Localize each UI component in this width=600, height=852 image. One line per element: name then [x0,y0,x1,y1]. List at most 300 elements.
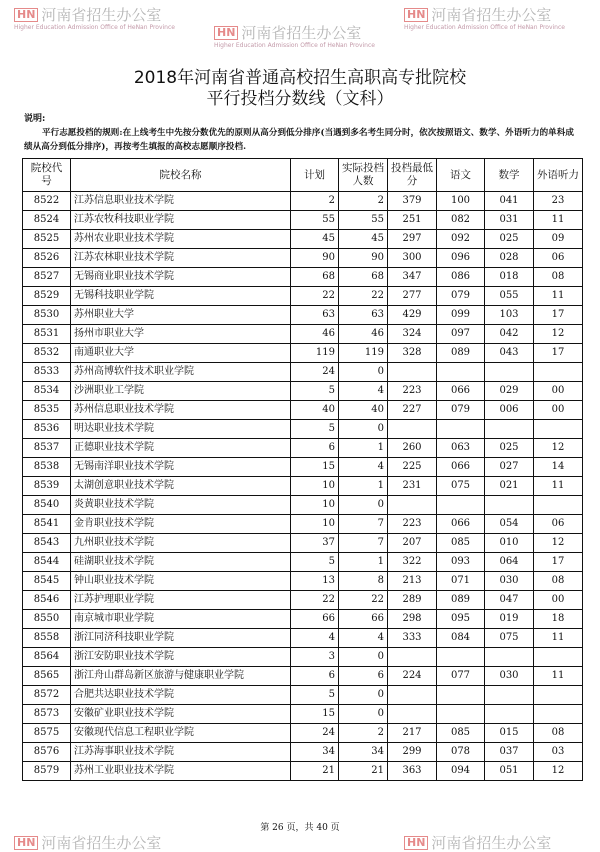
cell-english-listening-score: 11 [534,477,583,496]
cell-school-name: 无锡商业职业技术学院 [71,268,291,287]
cell-plan: 5 [291,553,339,572]
cell-school-code: 8544 [23,553,71,572]
cell-english-listening-score: 11 [534,211,583,230]
cell-math-score: 006 [485,401,534,420]
cell-school-code: 8529 [23,287,71,306]
table-row [23,211,583,230]
watermark [14,4,175,32]
watermark-english-text: Higher Education Admission Office of HeNan Province [404,23,565,31]
cell-min-score [388,363,437,382]
cell-min-score: 347 [388,268,437,287]
cell-school-code: 8531 [23,325,71,344]
cell-chinese-score: 089 [437,344,485,363]
cell-actual-admitted: 68 [339,268,388,287]
cell-min-score: 223 [388,382,437,401]
table-row [23,439,583,458]
cell-plan: 5 [291,382,339,401]
cell-min-score: 324 [388,325,437,344]
cell-actual-admitted: 7 [339,515,388,534]
document-title-line-1: 2018年河南省普通高校招生高职高专批院校 [133,68,467,88]
cell-english-listening-score: 00 [534,382,583,401]
cell-plan: 22 [291,591,339,610]
header-plan: 计划 [291,159,339,192]
cell-plan: 66 [291,610,339,629]
table-row [23,629,583,648]
cell-school-name: 太湖创意职业技术学院 [71,477,291,496]
table-row [23,724,583,743]
cell-school-name: 南京城市职业学院 [71,610,291,629]
cell-plan: 63 [291,306,339,325]
watermark-text: 河南省招生办公室 [241,23,362,42]
cell-actual-admitted: 119 [339,344,388,363]
cell-chinese-score: 085 [437,724,485,743]
cell-min-score: 322 [388,553,437,572]
cell-chinese-score: 084 [437,629,485,648]
cell-actual-admitted: 34 [339,743,388,762]
cell-actual-admitted: 4 [339,382,388,401]
cell-school-name: 无锡南洋职业技术学院 [71,458,291,477]
cell-actual-admitted: 40 [339,401,388,420]
cell-school-code: 8573 [23,705,71,724]
cell-actual-admitted: 2 [339,724,388,743]
cell-math-score: 043 [485,344,534,363]
cell-english-listening-score: 11 [534,667,583,686]
cell-plan: 68 [291,268,339,287]
table-row [23,534,583,553]
cell-chinese-score [437,648,485,667]
cell-chinese-score: 097 [437,325,485,344]
cell-english-listening-score: 23 [534,192,583,211]
cell-english-listening-score: 08 [534,572,583,591]
cell-actual-admitted: 1 [339,477,388,496]
watermark-english-text: Higher Education Admission Office of HeNan Province [214,41,375,49]
cell-actual-admitted: 0 [339,648,388,667]
cell-school-code: 8534 [23,382,71,401]
cell-plan: 15 [291,705,339,724]
cell-actual-admitted: 0 [339,496,388,515]
cell-min-score: 300 [388,249,437,268]
cell-school-code: 8539 [23,477,71,496]
table-row [23,230,583,249]
watermark-text: 河南省招生办公室 [431,833,552,852]
cell-math-score: 051 [485,762,534,781]
cell-plan: 3 [291,648,339,667]
cell-min-score [388,686,437,705]
cell-min-score: 298 [388,610,437,629]
cell-min-score: 429 [388,306,437,325]
table-row [23,287,583,306]
watermark-logo-icon: HN [404,8,428,22]
cell-school-name: 苏州信息职业技术学院 [71,401,291,420]
cell-actual-admitted: 4 [339,629,388,648]
cell-english-listening-score: 14 [534,458,583,477]
cell-math-score [485,648,534,667]
cell-school-name: 安徽矿业职业技术学院 [71,705,291,724]
cell-actual-admitted: 0 [339,686,388,705]
watermark [404,4,565,32]
cell-school-name: 硅湖职业技术学院 [71,553,291,572]
cell-min-score: 297 [388,230,437,249]
note-label: 说明: [24,114,46,124]
cell-english-listening-score [534,420,583,439]
table-row [23,306,583,325]
cell-min-score: 260 [388,439,437,458]
cell-actual-admitted: 22 [339,287,388,306]
cell-chinese-score: 066 [437,382,485,401]
cell-chinese-score: 066 [437,458,485,477]
cell-math-score: 029 [485,382,534,401]
cell-chinese-score: 099 [437,306,485,325]
cell-plan: 4 [291,629,339,648]
cell-min-score [388,420,437,439]
cell-school-code: 8533 [23,363,71,382]
watermark [14,832,161,852]
cell-school-code: 8525 [23,230,71,249]
cell-english-listening-score: 06 [534,515,583,534]
cell-plan: 55 [291,211,339,230]
cell-chinese-score: 066 [437,515,485,534]
cell-math-score [485,496,534,515]
cell-actual-admitted: 8 [339,572,388,591]
cell-actual-admitted: 7 [339,534,388,553]
cell-actual-admitted: 46 [339,325,388,344]
cell-school-code: 8522 [23,192,71,211]
cell-actual-admitted: 1 [339,553,388,572]
cell-math-score: 021 [485,477,534,496]
cell-plan: 6 [291,667,339,686]
cell-actual-admitted: 6 [339,667,388,686]
cell-school-code: 8550 [23,610,71,629]
cell-chinese-score: 096 [437,249,485,268]
cell-school-name: 无锡科技职业学院 [71,287,291,306]
cell-math-score: 018 [485,268,534,287]
cell-school-name: 江苏信息职业技术学院 [71,192,291,211]
cell-school-name: 苏州高博软件技术职业学院 [71,363,291,382]
cell-actual-admitted: 21 [339,762,388,781]
cell-school-code: 8579 [23,762,71,781]
cell-school-code: 8576 [23,743,71,762]
cell-min-score: 217 [388,724,437,743]
cell-chinese-score: 092 [437,230,485,249]
cell-english-listening-score: 18 [534,610,583,629]
cell-min-score: 227 [388,401,437,420]
cell-math-score: 037 [485,743,534,762]
cell-school-code: 8530 [23,306,71,325]
cell-plan: 21 [291,762,339,781]
cell-math-score: 030 [485,572,534,591]
table-row [23,648,583,667]
cell-min-score: 333 [388,629,437,648]
cell-math-score: 055 [485,287,534,306]
cell-math-score [485,363,534,382]
cell-math-score: 019 [485,610,534,629]
cell-plan: 15 [291,458,339,477]
cell-actual-admitted: 66 [339,610,388,629]
table-header-row [23,159,583,192]
cell-plan: 37 [291,534,339,553]
table-row [23,591,583,610]
table-row [23,344,583,363]
cell-school-code: 8541 [23,515,71,534]
table-row [23,705,583,724]
cell-min-score: 224 [388,667,437,686]
cell-school-code: 8543 [23,534,71,553]
cell-min-score: 328 [388,344,437,363]
cell-math-score: 015 [485,724,534,743]
table-row [23,762,583,781]
cell-actual-admitted: 45 [339,230,388,249]
cell-min-score: 379 [388,192,437,211]
cell-school-name: 苏州农业职业技术学院 [71,230,291,249]
cell-actual-admitted: 55 [339,211,388,230]
cell-plan: 90 [291,249,339,268]
header-math: 数学 [485,159,534,192]
cell-chinese-score: 071 [437,572,485,591]
watermark-logo-icon: HN [404,836,428,850]
document-title-line-2: 平行投档分数线（文科） [206,89,394,109]
cell-math-score: 027 [485,458,534,477]
cell-min-score: 363 [388,762,437,781]
cell-chinese-score [437,363,485,382]
cell-school-name: 明达职业技术学院 [71,420,291,439]
watermark-text: 河南省招生办公室 [431,5,552,24]
cell-actual-admitted: 0 [339,363,388,382]
cell-english-listening-score [534,496,583,515]
cell-school-name: 江苏护理职业学院 [71,591,291,610]
table-row [23,382,583,401]
cell-english-listening-score [534,648,583,667]
watermark [404,832,551,852]
cell-chinese-score: 085 [437,534,485,553]
cell-school-name: 苏州工业职业技术学院 [71,762,291,781]
cell-chinese-score: 063 [437,439,485,458]
cell-actual-admitted: 4 [339,458,388,477]
cell-min-score [388,648,437,667]
cell-actual-admitted: 22 [339,591,388,610]
cell-chinese-score: 079 [437,287,485,306]
header-school-code: 院校代号 [23,159,71,192]
cell-english-listening-score [534,363,583,382]
cell-chinese-score [437,496,485,515]
cell-school-code: 8538 [23,458,71,477]
cell-min-score: 289 [388,591,437,610]
cell-english-listening-score: 17 [534,553,583,572]
cell-english-listening-score: 17 [534,344,583,363]
cell-min-score: 231 [388,477,437,496]
cell-plan: 24 [291,363,339,382]
header-school-name: 院校名称 [71,159,291,192]
cell-english-listening-score: 08 [534,268,583,287]
cell-english-listening-score: 09 [534,230,583,249]
cell-english-listening-score: 12 [534,325,583,344]
table-row [23,268,583,287]
table-row [23,572,583,591]
cell-math-score: 064 [485,553,534,572]
cell-school-name: 扬州市职业大学 [71,325,291,344]
cell-school-name: 江苏海事职业技术学院 [71,743,291,762]
cell-math-score: 025 [485,439,534,458]
cell-chinese-score: 100 [437,192,485,211]
cell-school-code: 8540 [23,496,71,515]
header-actual-admitted: 实际投档人数 [339,159,388,192]
cell-actual-admitted: 90 [339,249,388,268]
table-row [23,192,583,211]
cell-school-code: 8546 [23,591,71,610]
table-row [23,477,583,496]
watermark-text: 河南省招生办公室 [41,5,162,24]
table-row [23,325,583,344]
cell-english-listening-score: 06 [534,249,583,268]
cell-school-name: 合肥共达职业技术学院 [71,686,291,705]
header-chinese: 语文 [437,159,485,192]
cell-school-name: 正德职业技术学院 [71,439,291,458]
table-row [23,401,583,420]
cell-school-name: 苏州职业大学 [71,306,291,325]
cell-english-listening-score: 12 [534,534,583,553]
cell-math-score: 025 [485,230,534,249]
table-row [23,249,583,268]
cell-plan: 10 [291,496,339,515]
cell-chinese-score: 077 [437,667,485,686]
cell-school-name: 南通职业大学 [71,344,291,363]
table-row [23,667,583,686]
table-row [23,743,583,762]
cell-school-code: 8536 [23,420,71,439]
cell-min-score: 225 [388,458,437,477]
cell-actual-admitted: 0 [339,705,388,724]
cell-math-score: 028 [485,249,534,268]
watermark-logo-icon: HN [14,836,38,850]
cell-chinese-score: 078 [437,743,485,762]
cell-plan: 10 [291,477,339,496]
header-min-score: 投档最低分 [388,159,437,192]
cell-english-listening-score [534,686,583,705]
cell-chinese-score [437,686,485,705]
cell-english-listening-score: 17 [534,306,583,325]
cell-english-listening-score: 00 [534,401,583,420]
cell-school-code: 8526 [23,249,71,268]
cell-english-listening-score: 12 [534,439,583,458]
cell-chinese-score [437,420,485,439]
cell-math-score [485,705,534,724]
cell-chinese-score: 086 [437,268,485,287]
table-row [23,515,583,534]
cell-school-code: 8524 [23,211,71,230]
cell-school-name: 金肯职业技术学院 [71,515,291,534]
cell-math-score: 047 [485,591,534,610]
watermark-logo-icon: HN [14,8,38,22]
cell-chinese-score: 094 [437,762,485,781]
score-table [22,158,583,781]
cell-chinese-score: 075 [437,477,485,496]
cell-school-name: 炎黄职业技术学院 [71,496,291,515]
cell-math-score: 031 [485,211,534,230]
cell-school-name: 浙江安防职业技术学院 [71,648,291,667]
cell-min-score [388,705,437,724]
cell-school-code: 8527 [23,268,71,287]
cell-min-score: 223 [388,515,437,534]
cell-chinese-score: 082 [437,211,485,230]
cell-plan: 22 [291,287,339,306]
cell-plan: 2 [291,192,339,211]
cell-plan: 5 [291,686,339,705]
cell-school-code: 8572 [23,686,71,705]
cell-english-listening-score: 03 [534,743,583,762]
cell-min-score: 299 [388,743,437,762]
cell-english-listening-score: 00 [534,591,583,610]
table-row [23,610,583,629]
cell-chinese-score: 093 [437,553,485,572]
watermark-english-text: Higher Education Admission Office of HeNan Province [14,23,175,31]
cell-school-name: 安徽现代信息工程职业学院 [71,724,291,743]
cell-school-code: 8558 [23,629,71,648]
cell-plan: 13 [291,572,339,591]
note-text: 平行志愿投档的规则:在上线考生中先按分数优先的原则从高分到低分排序(当遇到多名考生同分时，依次按照语文、数学、外语听力的单科成绩从高分到低分排序)，再按考生填报的高校志愿顺序投档. [24,128,574,152]
cell-min-score: 207 [388,534,437,553]
table-row [23,686,583,705]
cell-math-score: 030 [485,667,534,686]
cell-english-listening-score [534,705,583,724]
cell-plan: 119 [291,344,339,363]
cell-english-listening-score: 12 [534,762,583,781]
cell-actual-admitted: 1 [339,439,388,458]
cell-school-code: 8537 [23,439,71,458]
cell-math-score [485,686,534,705]
cell-math-score: 010 [485,534,534,553]
watermark-text: 河南省招生办公室 [41,833,162,852]
cell-english-listening-score: 08 [534,724,583,743]
header-english-listening: 外语听力 [534,159,583,192]
cell-min-score: 213 [388,572,437,591]
cell-actual-admitted: 2 [339,192,388,211]
cell-min-score: 277 [388,287,437,306]
cell-chinese-score: 079 [437,401,485,420]
cell-math-score: 075 [485,629,534,648]
cell-math-score: 103 [485,306,534,325]
table-row [23,496,583,515]
cell-min-score [388,496,437,515]
cell-min-score: 251 [388,211,437,230]
cell-plan: 34 [291,743,339,762]
cell-school-name: 钟山职业技术学院 [71,572,291,591]
cell-math-score: 042 [485,325,534,344]
table-row [23,553,583,572]
cell-plan: 10 [291,515,339,534]
cell-plan: 40 [291,401,339,420]
cell-plan: 6 [291,439,339,458]
table-row [23,458,583,477]
cell-school-code: 8564 [23,648,71,667]
cell-chinese-score [437,705,485,724]
cell-school-code: 8545 [23,572,71,591]
cell-plan: 46 [291,325,339,344]
cell-actual-admitted: 63 [339,306,388,325]
cell-chinese-score: 089 [437,591,485,610]
cell-english-listening-score: 11 [534,287,583,306]
cell-chinese-score: 095 [437,610,485,629]
cell-school-name: 沙洲职业工学院 [71,382,291,401]
watermark [214,22,375,50]
cell-school-name: 江苏农牧科技职业学院 [71,211,291,230]
watermark-logo-icon: HN [214,26,238,40]
cell-plan: 45 [291,230,339,249]
cell-school-code: 8565 [23,667,71,686]
cell-plan: 5 [291,420,339,439]
table-row [23,420,583,439]
cell-school-name: 浙江舟山群岛新区旅游与健康职业学院 [71,667,291,686]
cell-plan: 24 [291,724,339,743]
cell-math-score: 054 [485,515,534,534]
